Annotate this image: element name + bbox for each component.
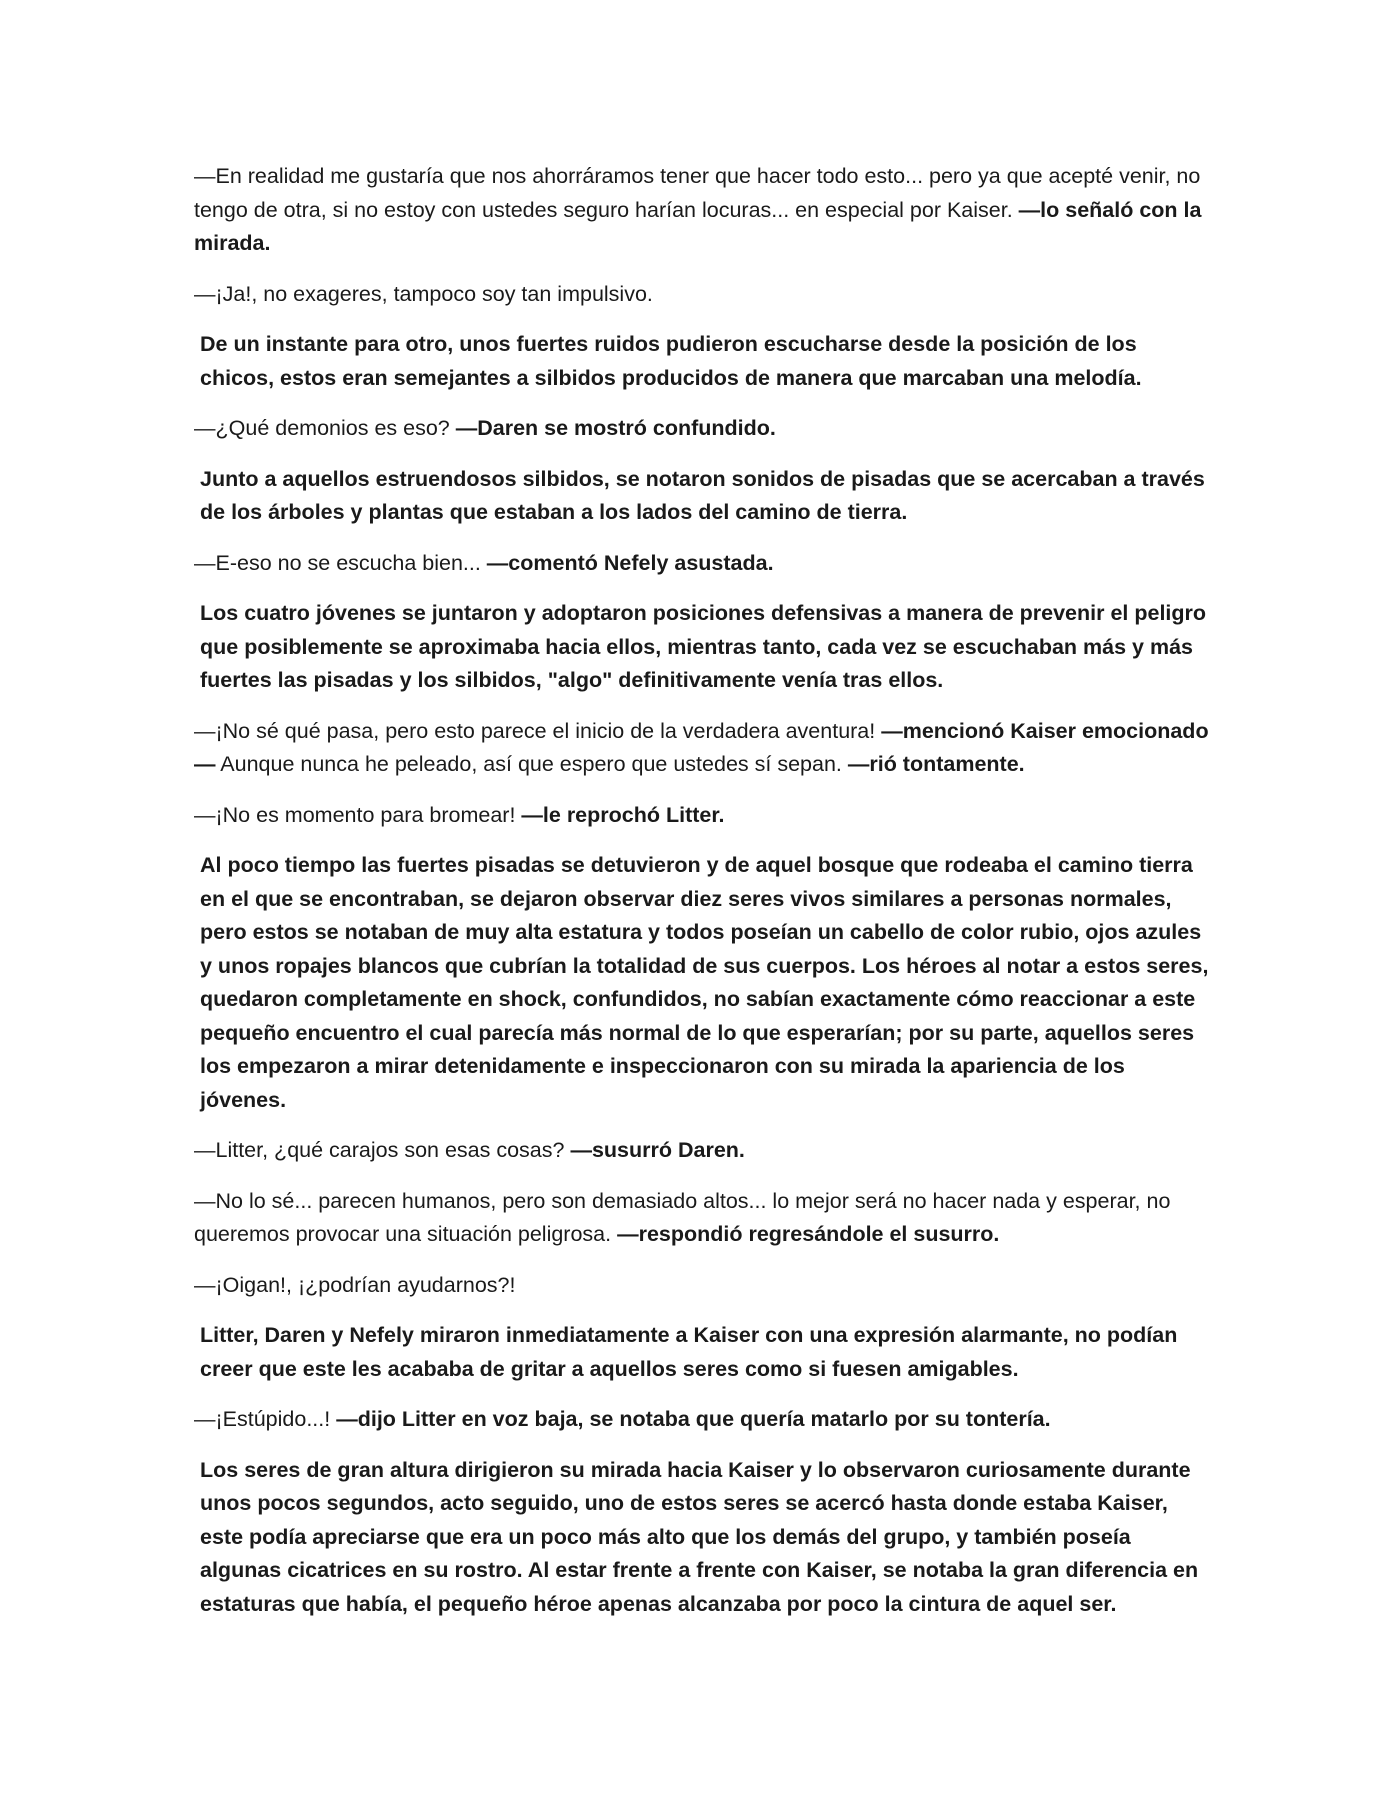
paragraph-narration: De un instante para otro, unos fuertes ruidos pudieron escucharse desde la posición de los chicos, estos eran semejantes a silbidos producidos de manera que marcaban una melodía. (200, 332, 1142, 390)
dialog-tag: —rió tontamente. (841, 752, 1025, 776)
dialog-tag: —mencionó Kaiser emocionado— (194, 718, 1209, 776)
paragraph-dialog (194, 547, 1214, 581)
dialog-speech: —Litter, ¿qué carajos son esas cosas? (194, 1138, 565, 1162)
dialog-speech: —¿Qué demonios es eso? (194, 416, 450, 440)
dialog-speech: —¡Estúpido...! (194, 1407, 331, 1431)
paragraph-dialog (194, 160, 1214, 261)
paragraph-dialog (194, 799, 1214, 833)
dialog-tag: —dijo Litter en voz baja, se notaba que quería matarlo por su tontería. (330, 1407, 1051, 1431)
paragraph-narration: Al poco tiempo las fuertes pisadas se detuvieron y de aquel bosque que rodeaba el camino tierra en el que se encontraban, se dejaron observar diez seres vivos similares a personas normales, pero estos se notaban de muy alta estatura y todos poseían un cabello de color rubio, ojos azules y unos ropajes blancos que cubrían la totalidad de sus cuerpos. Los héroes al notar a estos seres, quedaron completamente en shock, confundidos, no sabían exactamente cómo reaccionar a este pequeño encuentro el cual parecía más normal de lo que esperarían; por su parte, aquellos seres los empezaron a mirar detenidamente e inspeccionaron con su mirada la apariencia de los jóvenes. (200, 853, 1209, 1112)
dialog-tag: —le reprochó Litter. (515, 802, 725, 827)
paragraph-dialog (194, 715, 1214, 782)
dialog-speech: —No lo sé... parecen humanos, pero son demasiado altos... lo mejor será no hacer nada y esperar, no queremos provocar una situación peligrosa. (194, 1188, 1171, 1246)
paragraph-narration: Litter, Daren y Nefely miraron inmediatamente a Kaiser con una expresión alarmante, no podían creer que este les acababa de gritar a aquellos seres como si fuesen amigables. (200, 1323, 1178, 1381)
dialog-speech: —En realidad me gustaría que nos ahorráramos tener que hacer todo esto... pero ya que acepté venir, no tengo de otra, si no estoy con ustedes seguro harían locuras... en especial por Kaiser. (194, 164, 1201, 222)
dialog-tag: —susurró Daren. (564, 1138, 745, 1162)
dialog-speech: —¡No es momento para bromear! (194, 802, 516, 827)
dialog-speech: —E-eso no se escucha bien... (194, 550, 481, 575)
dialog-tag: —comentó Nefely asustada. (480, 550, 774, 575)
story-text (194, 160, 1214, 1638)
dialog-tag: —lo señaló con la mirada. (194, 197, 1202, 255)
dialog-speech: —¡No sé qué pasa, pero esto parece el inicio de la verdadera aventura! (194, 718, 876, 743)
paragraph-narration: Los cuatro jóvenes se juntaron y adoptaron posiciones defensivas a manera de prevenir el peligro que posiblemente se aproximaba hacia ellos, mientras tanto, cada vez se escuchaban más y más fuertes las pisadas y los silbidos, "algo" definitivamente venía tras ellos. (200, 601, 1207, 692)
paragraph-dialog (194, 1403, 1214, 1437)
dialog-tag: —Daren se mostró confundido. (449, 416, 776, 440)
dialog-speech: —¡Ja!, no exageres, tampoco soy tan impulsivo. (194, 281, 653, 306)
paragraph-dialog (194, 1269, 1214, 1303)
paragraph-narration: Los seres de gran altura dirigieron su mirada hacia Kaiser y lo observaron curiosamente durante unos pocos segundos, acto seguido, uno de estos seres se acercó hasta donde estaba Kaiser, este podía apreciarse que era un poco más alto que los demás del grupo, y también poseía algunas cicatrices en su rostro. Al estar frente a frente con Kaiser, se notaba la gran diferencia en estaturas que había, el pequeño héroe apenas alcanzaba por poco la cintura de aquel ser. (200, 1457, 1199, 1616)
paragraph-dialog (194, 1134, 1214, 1168)
dialog-speech: Aunque nunca he peleado, así que espero que ustedes sí sepan. (215, 752, 842, 776)
paragraph-dialog (194, 278, 1214, 312)
dialog-tag: —respondió regresándole el susurro. (611, 1222, 1000, 1246)
paragraph-narration: Junto a aquellos estruendosos silbidos, se notaron sonidos de pisadas que se acercaban a través de los árboles y plantas que estaban a los lados del camino de tierra. (200, 466, 1205, 524)
paragraph-dialog (194, 1185, 1214, 1252)
dialog-speech: —¡Oigan!, ¡¿podrían ayudarnos?! (194, 1272, 516, 1297)
paragraph-dialog (194, 412, 1214, 446)
